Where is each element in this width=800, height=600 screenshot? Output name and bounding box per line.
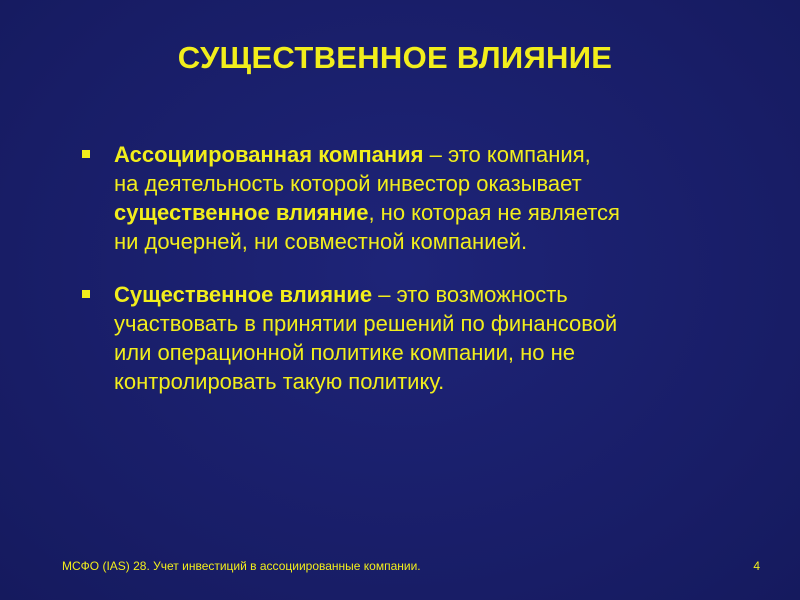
bullet-text-line: – это возможность (372, 282, 568, 307)
footer-caption: МСФО (IAS) 28. Учет инвестиций в ассоциированные компании. (62, 559, 421, 573)
bullet-text-line: или операционной политике компании, но не (114, 340, 576, 365)
dash-text: – это компания, (423, 142, 591, 167)
bullet-text-line: контролировать такую политику. (114, 369, 445, 394)
bullet-text-line: участвовать в принятии решений по финансовой (114, 311, 618, 336)
bullet-text-line: ни дочерней, ни совместной компанией. (114, 229, 528, 254)
page-number: 4 (753, 559, 760, 573)
term-associate: Ассоциированная компания (114, 142, 424, 167)
bullet-square-icon (82, 290, 90, 298)
bullet-square-icon (82, 150, 90, 158)
term-significant-influence: Существенное влияние (114, 282, 373, 307)
term-significant-influence: существенное влияние (114, 200, 369, 225)
bullet-list (78, 140, 758, 420)
bullet-item-significant-influence (78, 280, 758, 396)
slide-title: СУЩЕСТВЕННОЕ ВЛИЯНИЕ (177, 40, 613, 75)
bullet-text-line: , но которая не является (368, 200, 620, 225)
bullet-item-associate (78, 140, 758, 256)
bullet-text-line: на деятельность которой инвестор оказывает (114, 171, 582, 196)
